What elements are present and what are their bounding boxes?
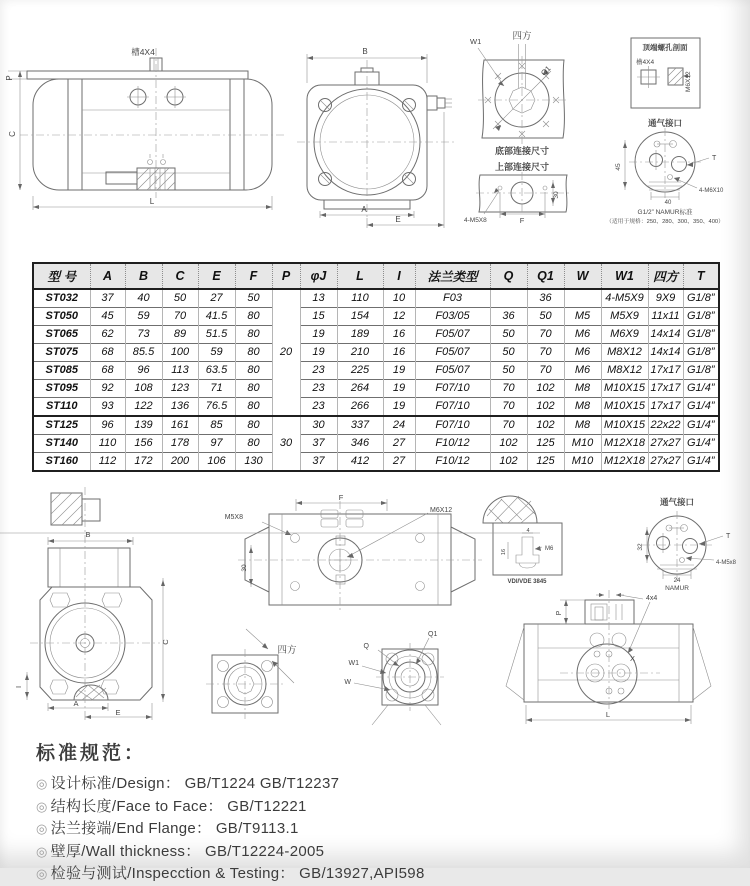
cell: 16 xyxy=(383,344,415,362)
header-cell: F xyxy=(235,263,272,289)
cell: 70 xyxy=(490,416,527,435)
cell: 102 xyxy=(490,435,527,453)
cell: 50 xyxy=(490,362,527,380)
end-view-linework xyxy=(297,60,457,220)
label-front-b: B xyxy=(85,530,91,539)
cell-p-merged: 20 xyxy=(272,289,300,416)
label-dim-a: A xyxy=(361,205,367,214)
label-vdi-dim4: 4 xyxy=(526,528,530,534)
bullet-icon: ◎ xyxy=(36,821,48,836)
cell: 19 xyxy=(300,344,337,362)
model-cell: ST032 xyxy=(33,289,90,308)
cell xyxy=(490,289,527,308)
label-dim-40: 40 xyxy=(664,200,672,206)
label-4m5x8: 4-M5X8 xyxy=(464,217,487,224)
cell: 80 xyxy=(235,362,272,380)
cell: G1/8” xyxy=(683,289,719,308)
cell: M10X15 xyxy=(601,398,648,417)
label-m6x12: M6X12 xyxy=(685,71,692,92)
standard-item xyxy=(36,818,425,841)
standard-item xyxy=(36,863,425,886)
label-sv2-x: X xyxy=(630,654,636,663)
flange-linework xyxy=(354,638,444,725)
drawing-connection-views xyxy=(460,22,612,240)
cell: M10X15 xyxy=(601,416,648,435)
cell: M6X9 xyxy=(601,326,648,344)
cell: F03 xyxy=(415,289,490,308)
label-q1: Q1 xyxy=(539,63,553,78)
cell: 85 xyxy=(198,416,235,435)
cell: G1/4” xyxy=(683,453,719,472)
standard-text: 检验与测试/Inspecction & Testing： GB/13927,API598 xyxy=(50,865,425,882)
header-cell: L xyxy=(337,263,383,289)
label-front-a: A xyxy=(73,699,79,708)
header-cell: A xyxy=(90,263,125,289)
cell: 36 xyxy=(490,308,527,326)
cell: F07/10 xyxy=(415,416,490,435)
front-view-linework xyxy=(25,487,165,720)
cell: 27 xyxy=(383,435,415,453)
top-view-linework xyxy=(238,499,482,613)
cell: 106 xyxy=(198,453,235,472)
standards-title: 标准规范： xyxy=(36,743,147,764)
cell: 70 xyxy=(527,326,564,344)
cell: 110 xyxy=(337,289,383,308)
cell: 23 xyxy=(300,398,337,417)
cell: M6 xyxy=(564,344,601,362)
cell: G1/4” xyxy=(683,435,719,453)
cell: 70 xyxy=(162,308,198,326)
cell: 80 xyxy=(235,398,272,417)
cell: 30 xyxy=(300,416,337,435)
label-topview-30: 30 xyxy=(241,564,248,572)
cell: 346 xyxy=(337,435,383,453)
section-box-title: 顶端螺孔剖面 xyxy=(642,43,688,52)
cell: 102 xyxy=(490,453,527,472)
cell: M10 xyxy=(564,453,601,472)
cell: 110 xyxy=(90,435,125,453)
cell: M6 xyxy=(564,362,601,380)
cell: 15 xyxy=(300,308,337,326)
label-square-drive: 四方 xyxy=(277,645,297,656)
cell: 27 xyxy=(383,453,415,472)
table-row xyxy=(33,344,719,362)
cell: 189 xyxy=(337,326,383,344)
side-view-dimensions xyxy=(8,71,272,210)
cell: 19 xyxy=(300,326,337,344)
cell: G1/8” xyxy=(683,326,719,344)
cell: M12X18 xyxy=(601,453,648,472)
cell: 71 xyxy=(198,380,235,398)
cell: 41.5 xyxy=(198,308,235,326)
label-dim-b: B xyxy=(362,47,368,56)
table-row xyxy=(33,380,719,398)
cell: 266 xyxy=(337,398,383,417)
drawing-side-view xyxy=(0,26,292,226)
cell: 156 xyxy=(125,435,162,453)
cell: 37 xyxy=(300,435,337,453)
cell: 36 xyxy=(527,289,564,308)
label-dim-24: 24 xyxy=(673,578,681,584)
table-header-row xyxy=(33,263,719,289)
label-topview-f: F xyxy=(338,493,344,502)
cell: 113 xyxy=(162,362,198,380)
model-cell: ST095 xyxy=(33,380,90,398)
bottom-conn-linework xyxy=(478,44,568,144)
label-square: 四方 xyxy=(512,31,532,42)
cell: 93 xyxy=(90,398,125,417)
label-m5x8: M5X8 xyxy=(224,514,243,521)
cell: M8 xyxy=(564,398,601,417)
cell: 210 xyxy=(337,344,383,362)
cell: 68 xyxy=(90,344,125,362)
label-t: T xyxy=(712,155,717,162)
cell: 50 xyxy=(490,344,527,362)
cell: 123 xyxy=(162,380,198,398)
cell: 80 xyxy=(235,380,272,398)
cell: 9X9 xyxy=(648,289,683,308)
label-flange-w: W xyxy=(344,679,351,686)
cell: M8 xyxy=(564,416,601,435)
header-cell: 四方 xyxy=(648,263,683,289)
bullet-icon: ◎ xyxy=(36,798,48,814)
label-sv2-p: P xyxy=(556,610,563,616)
cell: 27 xyxy=(198,289,235,308)
cell: 22x22 xyxy=(648,416,683,435)
cell: G1/8” xyxy=(683,362,719,380)
cell: 19 xyxy=(383,362,415,380)
cell: 17x17 xyxy=(648,398,683,417)
label-dim-p: P xyxy=(5,75,14,81)
bullet-icon: ◎ xyxy=(36,843,48,859)
cell: 17x17 xyxy=(648,362,683,380)
label-flange-w1: W1 xyxy=(348,660,359,667)
cell: 102 xyxy=(527,416,564,435)
cell-p-merged: 30 xyxy=(272,416,300,471)
model-cell: ST065 xyxy=(33,326,90,344)
table-row xyxy=(33,435,719,453)
label-vdi-m6: M6 xyxy=(545,546,554,552)
cell: 70 xyxy=(490,398,527,417)
cell: 68 xyxy=(90,362,125,380)
label-slot4x4: 槽4X4 xyxy=(131,47,155,57)
cell: F10/12 xyxy=(415,435,490,453)
cell: G1/4” xyxy=(683,380,719,398)
cell: 40 xyxy=(125,289,162,308)
label-front-c: C xyxy=(161,639,170,645)
cell: 73 xyxy=(125,326,162,344)
label-slot4x4-2: 槽4X4 xyxy=(636,59,655,66)
label-dim-l: L xyxy=(149,197,155,206)
cell: 14x14 xyxy=(648,326,683,344)
cell: 102 xyxy=(527,398,564,417)
vent-side-title: 通气接口 xyxy=(659,497,695,507)
cell: 172 xyxy=(125,453,162,472)
cell: F05/07 xyxy=(415,326,490,344)
cell: 161 xyxy=(162,416,198,435)
cell: 11x11 xyxy=(648,308,683,326)
cell: 23 xyxy=(300,362,337,380)
standard-item xyxy=(36,773,425,796)
label-front-i: I xyxy=(14,685,23,689)
cell: 264 xyxy=(337,380,383,398)
cell: 50 xyxy=(527,308,564,326)
cell: 225 xyxy=(337,362,383,380)
caption-vdi: VDI/VDE 3845 xyxy=(507,579,547,585)
cell: 50 xyxy=(235,289,272,308)
cell: M6 xyxy=(564,326,601,344)
label-flange-q1: Q1 xyxy=(428,631,438,638)
standard-text: 壁厚/Wall thickness： GB/T12224-2005 xyxy=(50,842,325,860)
cell: M10 xyxy=(564,435,601,453)
standard-text: 设计标准/Design： GB/T1224 GB/T12237 xyxy=(50,775,340,792)
side-view-linework xyxy=(20,48,284,198)
cell: 80 xyxy=(235,344,272,362)
label-dim-c: C xyxy=(8,131,17,137)
model-cell: ST050 xyxy=(33,308,90,326)
label-sv2-l: L xyxy=(605,710,611,719)
cell: F10/12 xyxy=(415,453,490,472)
cell: G1/8” xyxy=(683,344,719,362)
header-cell: 法兰类型 xyxy=(415,263,490,289)
model-cell: ST110 xyxy=(33,398,90,417)
cell: G1/8” xyxy=(683,308,719,326)
cell: 92 xyxy=(90,380,125,398)
cell: F03/05 xyxy=(415,308,490,326)
table-row xyxy=(33,416,719,435)
cell: 24 xyxy=(383,416,415,435)
cell: 154 xyxy=(337,308,383,326)
table-row xyxy=(33,308,719,326)
model-cell: ST075 xyxy=(33,344,90,362)
vent-top-caption1: G1/2” NAMUR标准 xyxy=(637,209,693,216)
header-cell: E xyxy=(198,263,235,289)
table-row xyxy=(33,326,719,344)
header-cell: Q1 xyxy=(527,263,564,289)
label-m6x12-2: M6X12 xyxy=(430,507,453,514)
drawing-middle-group xyxy=(0,487,750,739)
drawing-top-section-vent xyxy=(606,22,750,237)
cell: 100 xyxy=(162,344,198,362)
header-cell: C xyxy=(162,263,198,289)
label-dim-32: 32 xyxy=(637,543,644,551)
cell: 16 xyxy=(383,326,415,344)
cell: 27x27 xyxy=(648,453,683,472)
cell: 19 xyxy=(383,398,415,417)
header-cell: φJ xyxy=(300,263,337,289)
cell: 136 xyxy=(162,398,198,417)
label-dim-45: 45 xyxy=(615,163,622,171)
cell: M8 xyxy=(564,380,601,398)
caption-namur: NAMUR xyxy=(665,585,689,592)
cell: 108 xyxy=(125,380,162,398)
header-cell: W1 xyxy=(601,263,648,289)
vent-top-title: 通气接口 xyxy=(647,118,683,128)
cell: 50 xyxy=(490,326,527,344)
cell: 13 xyxy=(300,289,337,308)
table-row xyxy=(33,362,719,380)
cell: F05/07 xyxy=(415,362,490,380)
cell: 80 xyxy=(235,435,272,453)
cell: G1/4” xyxy=(683,398,719,417)
end-view-dimensions xyxy=(307,54,444,228)
standard-item xyxy=(36,841,425,864)
cell: 37 xyxy=(300,453,337,472)
cell: 10 xyxy=(383,289,415,308)
cell: 96 xyxy=(125,362,162,380)
standards-section xyxy=(36,738,425,886)
cell: 76.5 xyxy=(198,398,235,417)
cell: 63.5 xyxy=(198,362,235,380)
side-view2-linework xyxy=(506,590,711,724)
cell: 59 xyxy=(125,308,162,326)
cell: 70 xyxy=(527,362,564,380)
square-drive-linework xyxy=(206,629,294,719)
header-cell: P xyxy=(272,263,300,289)
vent-top-linework xyxy=(623,128,709,200)
cell: 45 xyxy=(90,308,125,326)
standard-text: 结构长度/Face to Face： GB/T12221 xyxy=(50,797,307,815)
label-dim-e: E xyxy=(395,215,401,224)
header-cell: Q xyxy=(490,263,527,289)
cell: 200 xyxy=(162,453,198,472)
cell xyxy=(564,289,601,308)
table-row xyxy=(33,289,719,308)
cell: 139 xyxy=(125,416,162,435)
cell: 50 xyxy=(162,289,198,308)
cell: 337 xyxy=(337,416,383,435)
header-cell: W xyxy=(564,263,601,289)
vdi-linework xyxy=(0,496,562,575)
label-4m5x8-2: 4-M5x8 xyxy=(716,560,737,566)
cell: F07/10 xyxy=(415,398,490,417)
label-dim-30: 30 xyxy=(553,191,560,199)
cell: 37 xyxy=(90,289,125,308)
cell: 51.5 xyxy=(198,326,235,344)
cell: 27x27 xyxy=(648,435,683,453)
cell: M10X15 xyxy=(601,380,648,398)
cell: 62 xyxy=(90,326,125,344)
cell: F05/07 xyxy=(415,344,490,362)
cell: 70 xyxy=(490,380,527,398)
label-dim-f: F xyxy=(519,216,525,225)
label-w1: W1 xyxy=(470,37,482,46)
vent-top-caption2: （适用于规格：250、280、300、350、400） xyxy=(606,219,724,225)
drawing-end-view xyxy=(292,28,464,233)
cell: 178 xyxy=(162,435,198,453)
cell: 96 xyxy=(90,416,125,435)
cell: 97 xyxy=(198,435,235,453)
cell: M12X18 xyxy=(601,435,648,453)
header-cell: I xyxy=(383,263,415,289)
cell: M5X9 xyxy=(601,308,648,326)
label-vent-t: T xyxy=(726,533,731,540)
model-cell: ST125 xyxy=(33,416,90,435)
cell: 14x14 xyxy=(648,344,683,362)
label-sv2-4x4: 4x4 xyxy=(646,595,658,602)
cell: M8X12 xyxy=(601,344,648,362)
vent-side-linework xyxy=(642,511,723,581)
cell: 19 xyxy=(383,380,415,398)
table-row xyxy=(33,453,719,472)
cell: M5 xyxy=(564,308,601,326)
cell: 85.5 xyxy=(125,344,162,362)
label-4m6x10: 4-M6X10 xyxy=(699,188,724,194)
cell: 12 xyxy=(383,308,415,326)
caption-top-conn: 上部连接尺寸 xyxy=(494,162,550,172)
cell: 125 xyxy=(527,453,564,472)
cell: F07/10 xyxy=(415,380,490,398)
cell: 23 xyxy=(300,380,337,398)
bullet-icon: ◎ xyxy=(36,866,48,881)
header-cell: 型 号 xyxy=(33,263,90,289)
cell: 80 xyxy=(235,416,272,435)
cell: 412 xyxy=(337,453,383,472)
header-cell: T xyxy=(683,263,719,289)
cell: 125 xyxy=(527,435,564,453)
cell: 89 xyxy=(162,326,198,344)
table-row xyxy=(33,398,719,417)
caption-bottom-conn: 底部连接尺寸 xyxy=(494,146,550,156)
model-cell: ST140 xyxy=(33,435,90,453)
cell: 80 xyxy=(235,326,272,344)
header-cell: B xyxy=(125,263,162,289)
dimension-table xyxy=(32,262,720,472)
cell: 80 xyxy=(235,308,272,326)
cell: 112 xyxy=(90,453,125,472)
cell: 70 xyxy=(527,344,564,362)
cell: 122 xyxy=(125,398,162,417)
standard-text: 法兰接端/End Flange： GB/T9113.1 xyxy=(50,820,299,837)
standard-item xyxy=(36,796,425,819)
cell: 17x17 xyxy=(648,380,683,398)
label-vdi-dim16: 16 xyxy=(501,548,507,556)
cell: 102 xyxy=(527,380,564,398)
label-front-e: E xyxy=(115,708,121,717)
cell: 59 xyxy=(198,344,235,362)
cell: 130 xyxy=(235,453,272,472)
cell: 4-M5X9 xyxy=(601,289,648,308)
model-cell: ST085 xyxy=(33,362,90,380)
cell: G1/4” xyxy=(683,416,719,435)
bullet-icon: ◎ xyxy=(36,776,48,791)
label-flange-q: Q xyxy=(363,643,369,650)
cell: M8X12 xyxy=(601,362,648,380)
model-cell: ST160 xyxy=(33,453,90,472)
